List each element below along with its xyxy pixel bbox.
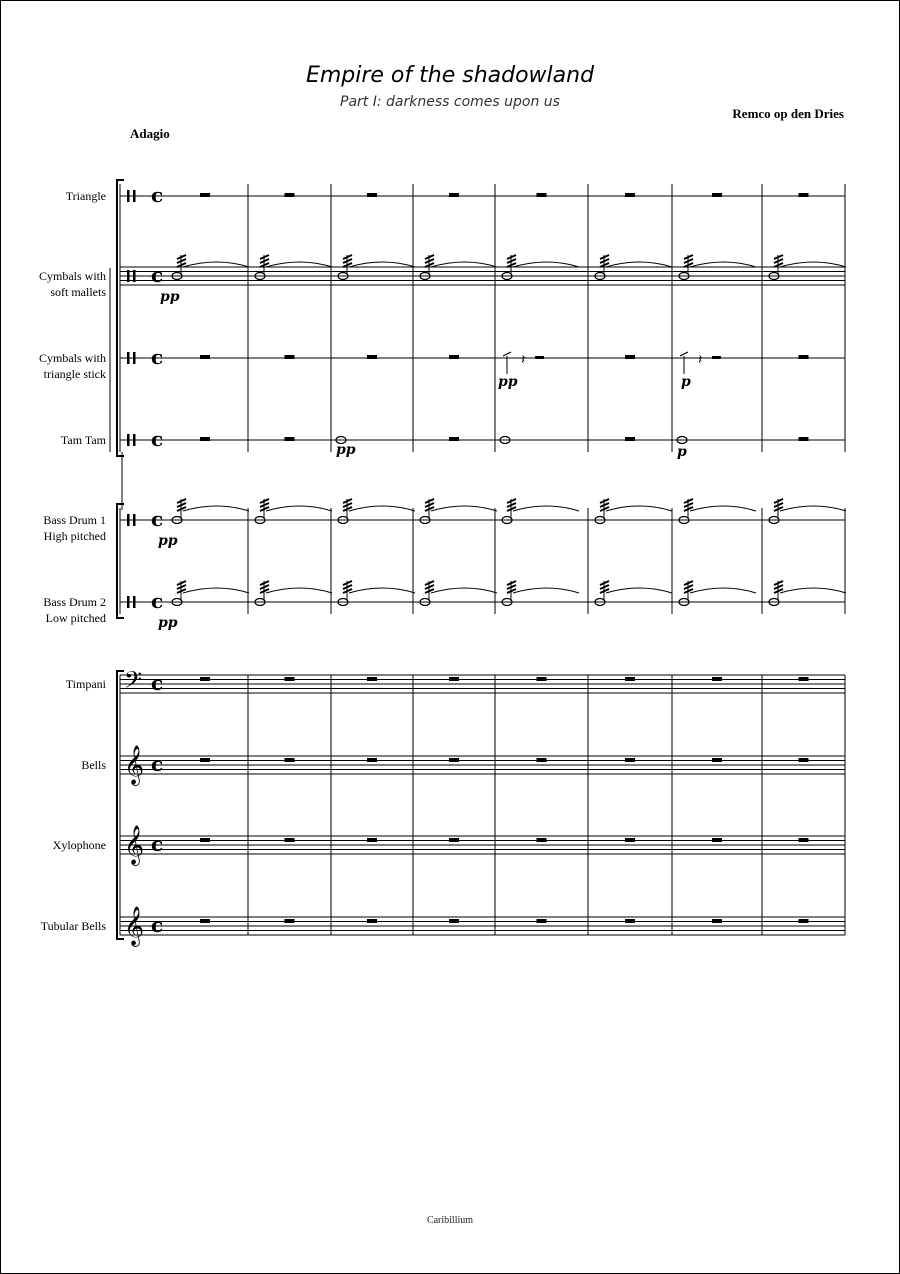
whole-rest bbox=[799, 355, 809, 359]
percussion-clef bbox=[133, 514, 136, 526]
percussion-clef bbox=[127, 352, 130, 364]
percussion-clef bbox=[127, 514, 130, 526]
tie bbox=[606, 588, 672, 593]
whole-rest bbox=[200, 838, 210, 842]
tie bbox=[780, 262, 846, 267]
tie bbox=[266, 262, 332, 267]
whole-rest bbox=[367, 193, 377, 197]
percussion-clef bbox=[133, 352, 136, 364]
time-signature: c bbox=[151, 183, 164, 207]
half-rest bbox=[712, 356, 721, 359]
instrument-label-cymbals-stick: Cymbals with triangle stick bbox=[38, 351, 106, 381]
whole-rest bbox=[625, 193, 635, 197]
instrument-label-timpani: Timpani bbox=[65, 677, 106, 691]
tie bbox=[606, 506, 672, 511]
whole-rest bbox=[712, 838, 722, 842]
instrument-label-bells: Bells bbox=[81, 758, 106, 772]
quarter-rest: 𝄽 bbox=[698, 352, 703, 368]
whole-rest bbox=[367, 838, 377, 842]
tie bbox=[780, 506, 846, 511]
time-signature: c bbox=[151, 832, 164, 856]
treble-clef-icon: 𝄞 bbox=[124, 825, 145, 865]
percussion-clef bbox=[133, 270, 136, 282]
tie bbox=[349, 506, 415, 511]
whole-rest bbox=[712, 193, 722, 197]
whole-rest bbox=[200, 193, 210, 197]
instrument-label-cymbals-soft: Cymbals with soft mallets bbox=[38, 269, 106, 299]
tie bbox=[183, 588, 249, 593]
whole-rest bbox=[285, 355, 295, 359]
time-signature: c bbox=[151, 345, 164, 369]
percussion-clef bbox=[133, 190, 136, 202]
tie bbox=[513, 262, 579, 267]
tie bbox=[513, 588, 579, 593]
tie bbox=[266, 588, 332, 593]
whole-rest bbox=[449, 437, 459, 441]
whole-rest bbox=[799, 919, 809, 923]
whole-rest bbox=[537, 758, 547, 762]
whole-rest bbox=[625, 437, 635, 441]
instrument-label-triangle: Triangle bbox=[65, 189, 106, 203]
tie bbox=[266, 506, 332, 511]
dynamic-marking: pp bbox=[498, 374, 518, 390]
percussion-clef bbox=[133, 434, 136, 446]
whole-rest bbox=[200, 758, 210, 762]
whole-rest bbox=[625, 355, 635, 359]
tie bbox=[780, 588, 846, 593]
whole-rest bbox=[200, 437, 210, 441]
tie bbox=[183, 262, 249, 267]
whole-rest bbox=[537, 193, 547, 197]
instrument-label-tubular-bells: Tubular Bells bbox=[40, 919, 106, 933]
tie bbox=[606, 262, 672, 267]
instrument-label-bass-drum-1: Bass Drum 1 High pitched bbox=[43, 513, 106, 543]
tempo-marking: Adagio bbox=[130, 126, 170, 141]
instrument-label-bass-drum-2: Bass Drum 2 Low pitched bbox=[43, 595, 106, 625]
treble-clef-icon: 𝄞 bbox=[124, 906, 145, 946]
whole-rest bbox=[285, 758, 295, 762]
tie bbox=[431, 588, 497, 593]
percussion-clef bbox=[127, 270, 130, 282]
whole-rest bbox=[449, 677, 459, 681]
composer-name: Remco op den Dries bbox=[732, 106, 844, 121]
tie bbox=[513, 506, 579, 511]
tie bbox=[349, 588, 415, 593]
whole-rest bbox=[285, 677, 295, 681]
whole-rest bbox=[712, 758, 722, 762]
whole-rest bbox=[367, 758, 377, 762]
treble-clef-icon: 𝄞 bbox=[124, 745, 145, 785]
whole-rest bbox=[449, 919, 459, 923]
whole-rest bbox=[799, 677, 809, 681]
whole-rest bbox=[449, 758, 459, 762]
tie bbox=[431, 262, 497, 267]
whole-rest bbox=[712, 919, 722, 923]
instrument-label-tamtam: Tam Tam bbox=[60, 433, 106, 447]
tie bbox=[690, 588, 756, 593]
tie bbox=[349, 262, 415, 267]
whole-rest bbox=[537, 677, 547, 681]
footer-credit: Caribillium bbox=[426, 1215, 474, 1226]
whole-rest bbox=[367, 355, 377, 359]
cross-note-head bbox=[503, 352, 511, 356]
half-rest bbox=[535, 356, 544, 359]
dynamic-marking: pp bbox=[160, 289, 180, 305]
whole-rest bbox=[625, 838, 635, 842]
dynamic-marking: pp bbox=[336, 442, 356, 458]
tie bbox=[690, 506, 756, 511]
time-signature: c bbox=[151, 913, 164, 937]
cross-note-head bbox=[680, 352, 688, 356]
whole-rest bbox=[367, 677, 377, 681]
bass-clef-icon: 𝄢 bbox=[124, 666, 143, 699]
quarter-rest: 𝄽 bbox=[521, 352, 526, 368]
whole-rest bbox=[537, 919, 547, 923]
whole-rest bbox=[285, 193, 295, 197]
whole-rest bbox=[285, 919, 295, 923]
tie bbox=[431, 506, 497, 511]
tie bbox=[183, 506, 249, 511]
score-title: Empire of the shadowland bbox=[305, 63, 595, 88]
percussion-clef bbox=[127, 190, 130, 202]
time-signature: c bbox=[151, 752, 164, 776]
score-subtitle: Part I: darkness comes upon us bbox=[340, 94, 560, 110]
time-signature: c bbox=[151, 427, 164, 451]
whole-rest bbox=[200, 677, 210, 681]
whole-rest bbox=[712, 677, 722, 681]
whole-rest bbox=[799, 193, 809, 197]
dynamic-marking: p bbox=[681, 374, 691, 390]
instrument-label-xylophone: Xylophone bbox=[52, 838, 106, 852]
whole-rest bbox=[625, 919, 635, 923]
percussion-clef bbox=[127, 596, 130, 608]
whole-rest bbox=[625, 758, 635, 762]
whole-rest bbox=[449, 838, 459, 842]
percussion-clef bbox=[127, 434, 130, 446]
time-signature: c bbox=[151, 671, 164, 695]
whole-rest bbox=[449, 193, 459, 197]
whole-rest bbox=[285, 838, 295, 842]
whole-rest bbox=[367, 919, 377, 923]
dynamic-marking: pp bbox=[158, 533, 178, 549]
whole-rest bbox=[200, 355, 210, 359]
dynamic-marking: pp bbox=[158, 615, 178, 631]
tie bbox=[690, 262, 756, 267]
whole-rest bbox=[200, 919, 210, 923]
whole-rest bbox=[799, 437, 809, 441]
whole-rest bbox=[449, 355, 459, 359]
whole-rest bbox=[285, 437, 295, 441]
time-signature: c bbox=[151, 589, 164, 613]
whole-rest bbox=[625, 677, 635, 681]
whole-rest bbox=[537, 838, 547, 842]
dynamic-marking: p bbox=[677, 444, 687, 460]
whole-rest bbox=[799, 838, 809, 842]
time-signature: c bbox=[151, 507, 164, 531]
percussion-clef bbox=[133, 596, 136, 608]
time-signature: c bbox=[151, 263, 164, 287]
whole-rest bbox=[799, 758, 809, 762]
